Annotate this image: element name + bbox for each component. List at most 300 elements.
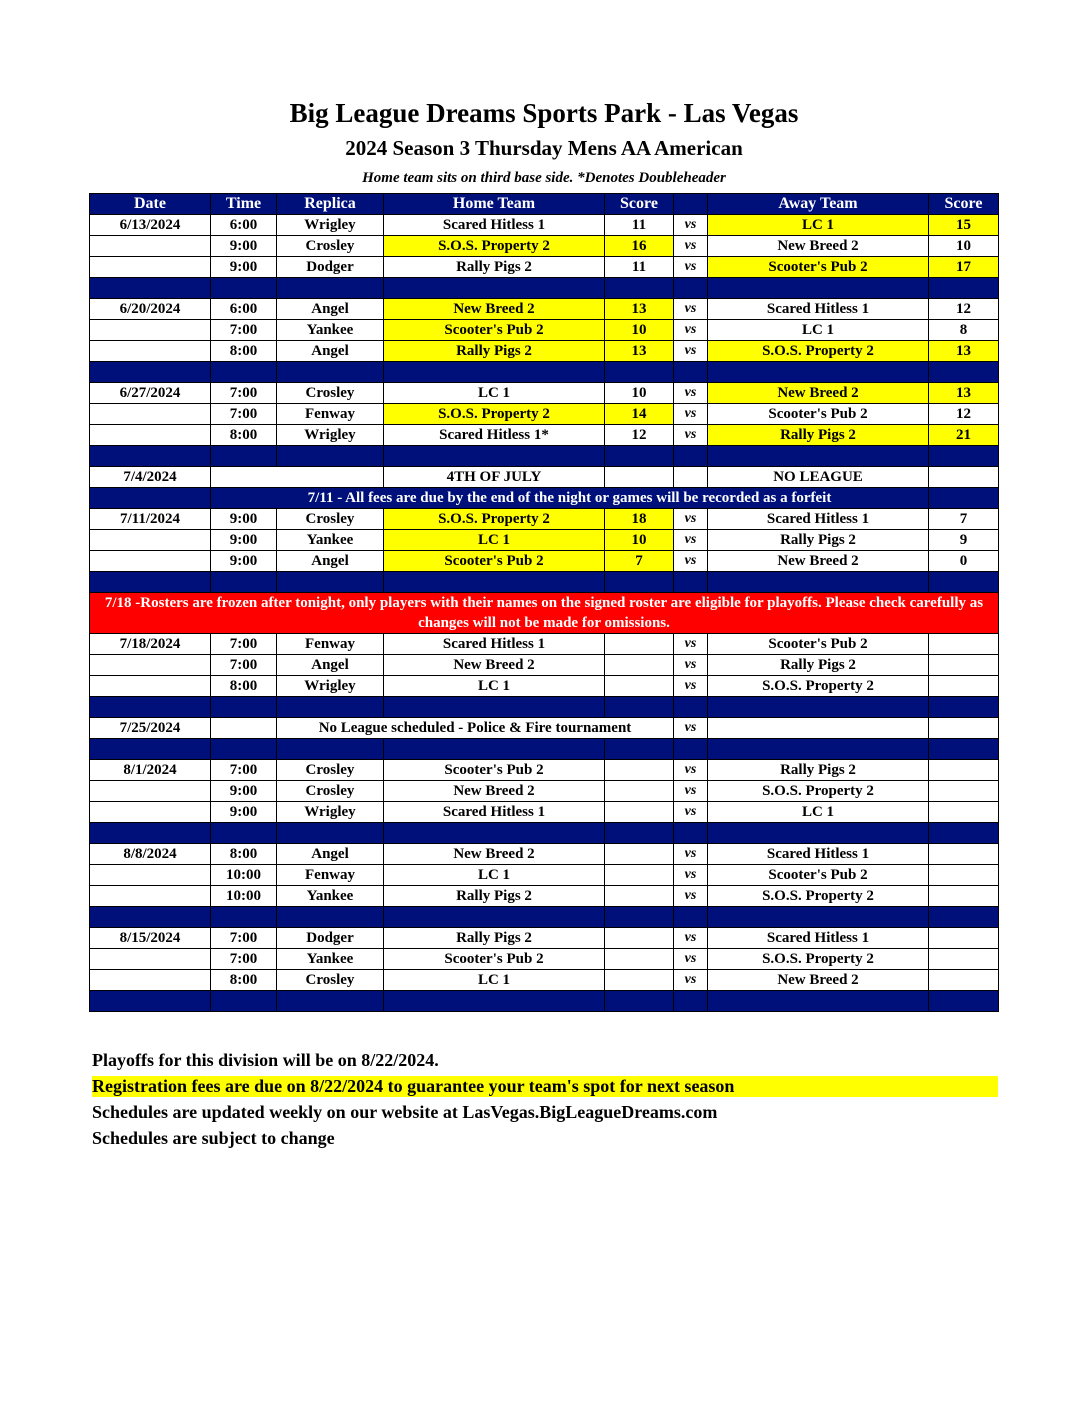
away-team: LC 1 (708, 320, 929, 341)
vs-label: vs (674, 425, 708, 446)
separator-cell (708, 446, 929, 467)
field-name: Yankee (277, 886, 384, 907)
game-time: 7:00 (211, 634, 277, 655)
away-team: New Breed 2 (708, 970, 929, 991)
game-time: 7:00 (211, 949, 277, 970)
game-time: 8:00 (211, 425, 277, 446)
separator-cell (277, 991, 384, 1012)
separator-row (90, 739, 999, 760)
game-row (90, 341, 999, 362)
separator-cell (277, 278, 384, 299)
game-time: 9:00 (211, 257, 277, 278)
header-time: Time (211, 194, 277, 215)
away-score: 7 (929, 509, 999, 530)
playoffs-note: Playoffs for this division will be on 8/22/2024. (92, 1050, 439, 1070)
notice-spacer (90, 488, 211, 509)
separator-row (90, 991, 999, 1012)
home-score: 12 (605, 425, 674, 446)
notice-text: 7/11 - All fees are due by the end of the night or games will be recorded as a forfeit (211, 488, 929, 509)
away-team: S.O.S. Property 2 (708, 676, 929, 697)
away-score (929, 970, 999, 991)
notice-row (90, 488, 999, 509)
vs-label: vs (674, 676, 708, 697)
game-row (90, 530, 999, 551)
separator-cell (708, 362, 929, 383)
away-team: Scared Hitless 1 (708, 844, 929, 865)
game-date (90, 257, 211, 278)
game-date (90, 970, 211, 991)
vs-label: vs (674, 236, 708, 257)
header-date: Date (90, 194, 211, 215)
game-date (90, 551, 211, 572)
game-time: 8:00 (211, 970, 277, 991)
home-team: LC 1 (384, 970, 605, 991)
notice-spacer (929, 488, 999, 509)
game-date: 6/13/2024 (90, 215, 211, 236)
separator-cell (929, 278, 999, 299)
home-team: S.O.S. Property 2 (384, 404, 605, 425)
away-team: S.O.S. Property 2 (708, 949, 929, 970)
field-name: Angel (277, 341, 384, 362)
game-row (90, 865, 999, 886)
home-team: LC 1 (384, 530, 605, 551)
away-score (929, 760, 999, 781)
home-score (605, 802, 674, 823)
away-team: Scared Hitless 1 (708, 509, 929, 530)
vs-label: vs (674, 257, 708, 278)
game-date: 8/15/2024 (90, 928, 211, 949)
website-note: Schedules are updated weekly on our website at LasVegas.BigLeagueDreams.com (92, 1102, 718, 1122)
separator-cell (929, 572, 999, 593)
game-date: 7/25/2024 (90, 718, 211, 739)
empty-cell (929, 467, 999, 488)
home-team: Scooter's Pub 2 (384, 320, 605, 341)
game-time: 7:00 (211, 404, 277, 425)
separator-cell (929, 907, 999, 928)
game-row (90, 970, 999, 991)
away-score: 15 (929, 215, 999, 236)
separator-cell (384, 739, 605, 760)
separator-cell (211, 907, 277, 928)
vs-label: vs (674, 844, 708, 865)
separator-cell (384, 278, 605, 299)
home-score (605, 634, 674, 655)
home-team: New Breed 2 (384, 781, 605, 802)
home-team: Rally Pigs 2 (384, 928, 605, 949)
separator-cell (384, 697, 605, 718)
separator-cell (708, 907, 929, 928)
game-time: 10:00 (211, 865, 277, 886)
separator-cell (708, 991, 929, 1012)
game-time: 9:00 (211, 802, 277, 823)
game-time: 9:00 (211, 530, 277, 551)
field-name: Yankee (277, 949, 384, 970)
separator-cell (384, 907, 605, 928)
game-time: 7:00 (211, 760, 277, 781)
away-team: Scared Hitless 1 (708, 928, 929, 949)
empty-cell (929, 718, 999, 739)
away-team: Rally Pigs 2 (708, 425, 929, 446)
game-time: 9:00 (211, 236, 277, 257)
field-name: Crosley (277, 236, 384, 257)
separator-cell (605, 907, 674, 928)
separator-cell (277, 907, 384, 928)
separator-cell (211, 278, 277, 299)
home-score: 18 (605, 509, 674, 530)
away-score: 9 (929, 530, 999, 551)
game-time: 9:00 (211, 509, 277, 530)
vs-label: vs (674, 404, 708, 425)
separator-cell (90, 446, 211, 467)
separator-row (90, 572, 999, 593)
empty-cell (605, 467, 674, 488)
field-name: Wrigley (277, 215, 384, 236)
home-team: New Breed 2 (384, 655, 605, 676)
holiday-row (90, 467, 999, 488)
home-team-note: Home team sits on third base side. *Denotes Doubleheader (362, 170, 726, 186)
vs-label: vs (674, 634, 708, 655)
home-score: 16 (605, 236, 674, 257)
home-team: Scared Hitless 1 (384, 215, 605, 236)
separator-cell (674, 697, 708, 718)
game-date: 6/20/2024 (90, 299, 211, 320)
game-date (90, 886, 211, 907)
game-date (90, 655, 211, 676)
home-score (605, 655, 674, 676)
roster-alert-row (90, 593, 999, 634)
away-score (929, 802, 999, 823)
game-row (90, 886, 999, 907)
field-name: Angel (277, 655, 384, 676)
field-name: Crosley (277, 509, 384, 530)
separator-cell (674, 823, 708, 844)
separator-cell (929, 697, 999, 718)
home-score: 10 (605, 530, 674, 551)
field-name: Crosley (277, 781, 384, 802)
separator-cell (211, 446, 277, 467)
away-team: S.O.S. Property 2 (708, 886, 929, 907)
vs-label: vs (674, 341, 708, 362)
game-date: 8/8/2024 (90, 844, 211, 865)
home-score: 14 (605, 404, 674, 425)
game-time: 7:00 (211, 655, 277, 676)
home-team: LC 1 (384, 383, 605, 404)
holiday-label: 4TH OF JULY (384, 467, 605, 488)
home-team: S.O.S. Property 2 (384, 509, 605, 530)
game-row (90, 551, 999, 572)
home-score: 10 (605, 320, 674, 341)
separator-cell (605, 739, 674, 760)
no-league-label: NO LEAGUE (708, 467, 929, 488)
away-team: LC 1 (708, 802, 929, 823)
home-score: 7 (605, 551, 674, 572)
vs-label: vs (674, 949, 708, 970)
vs-label: vs (674, 655, 708, 676)
home-team: New Breed 2 (384, 844, 605, 865)
field-name: Fenway (277, 865, 384, 886)
home-team: Rally Pigs 2 (384, 886, 605, 907)
vs-label: vs (674, 215, 708, 236)
header-replica: Replica (277, 194, 384, 215)
home-team: New Breed 2 (384, 299, 605, 320)
vs-label: vs (674, 970, 708, 991)
away-team: Scared Hitless 1 (708, 299, 929, 320)
game-row (90, 844, 999, 865)
page-title: Big League Dreams Sports Park - Las Vegas (289, 98, 799, 128)
empty-cell (708, 718, 929, 739)
home-score (605, 928, 674, 949)
away-score (929, 865, 999, 886)
game-date: 7/4/2024 (90, 467, 211, 488)
registration-note: Registration fees are due on 8/22/2024 to guarantee your team's spot for next season (92, 1076, 998, 1097)
separator-cell (708, 572, 929, 593)
home-team: Scared Hitless 1 (384, 634, 605, 655)
separator-cell (277, 446, 384, 467)
game-date (90, 865, 211, 886)
game-date (90, 802, 211, 823)
separator-row (90, 907, 999, 928)
separator-cell (605, 446, 674, 467)
separator-cell (90, 697, 211, 718)
separator-cell (384, 362, 605, 383)
game-time: 8:00 (211, 676, 277, 697)
separator-cell (929, 823, 999, 844)
away-score: 12 (929, 299, 999, 320)
away-team: New Breed 2 (708, 236, 929, 257)
away-team: Scooter's Pub 2 (708, 865, 929, 886)
separator-cell (90, 572, 211, 593)
vs-label: vs (674, 718, 708, 739)
field-name: Crosley (277, 760, 384, 781)
vs-label: vs (674, 530, 708, 551)
separator-cell (90, 991, 211, 1012)
away-team: Rally Pigs 2 (708, 655, 929, 676)
field-name: Wrigley (277, 425, 384, 446)
separator-cell (674, 907, 708, 928)
separator-cell (708, 697, 929, 718)
home-team: S.O.S. Property 2 (384, 236, 605, 257)
empty-cell (211, 467, 384, 488)
home-score: 11 (605, 215, 674, 236)
separator-cell (708, 278, 929, 299)
field-name: Fenway (277, 404, 384, 425)
away-score (929, 844, 999, 865)
field-name: Crosley (277, 970, 384, 991)
game-date (90, 425, 211, 446)
header-home-score: Score (605, 194, 674, 215)
game-row (90, 404, 999, 425)
home-team: Scared Hitless 1* (384, 425, 605, 446)
away-score: 21 (929, 425, 999, 446)
game-time: 6:00 (211, 215, 277, 236)
home-team: LC 1 (384, 676, 605, 697)
away-score (929, 928, 999, 949)
vs-label: vs (674, 760, 708, 781)
separator-cell (384, 991, 605, 1012)
separator-cell (277, 739, 384, 760)
game-date: 8/1/2024 (90, 760, 211, 781)
field-name: Dodger (277, 257, 384, 278)
game-date (90, 341, 211, 362)
separator-cell (605, 278, 674, 299)
home-score (605, 949, 674, 970)
away-team: Scooter's Pub 2 (708, 634, 929, 655)
home-team: Scooter's Pub 2 (384, 551, 605, 572)
separator-cell (674, 572, 708, 593)
separator-cell (929, 446, 999, 467)
game-row (90, 236, 999, 257)
game-date (90, 320, 211, 341)
separator-cell (211, 572, 277, 593)
vs-label: vs (674, 802, 708, 823)
game-row (90, 215, 999, 236)
away-score: 17 (929, 257, 999, 278)
away-score: 10 (929, 236, 999, 257)
separator-cell (605, 572, 674, 593)
alert-text: 7/18 -Rosters are frozen after tonight, only players with their names on the signed roster are eligible for playoffs. Please check carefully as changes will not be made for omissions. (90, 593, 999, 634)
home-score (605, 844, 674, 865)
away-score (929, 949, 999, 970)
separator-cell (90, 907, 211, 928)
home-score (605, 676, 674, 697)
vs-label: vs (674, 886, 708, 907)
separator-cell (605, 697, 674, 718)
home-score (605, 760, 674, 781)
field-name: Dodger (277, 928, 384, 949)
separator-cell (674, 362, 708, 383)
home-score (605, 865, 674, 886)
away-team: Scooter's Pub 2 (708, 404, 929, 425)
game-row (90, 928, 999, 949)
game-date: 6/27/2024 (90, 383, 211, 404)
field-name: Wrigley (277, 676, 384, 697)
no-league-text: No League scheduled - Police & Fire tournament (277, 718, 674, 739)
separator-cell (929, 739, 999, 760)
game-row (90, 949, 999, 970)
field-name: Fenway (277, 634, 384, 655)
away-team: New Breed 2 (708, 383, 929, 404)
away-score: 12 (929, 404, 999, 425)
vs-label: vs (674, 551, 708, 572)
game-row (90, 320, 999, 341)
field-name: Angel (277, 844, 384, 865)
separator-cell (211, 362, 277, 383)
game-date (90, 949, 211, 970)
no-league-row (90, 718, 999, 739)
vs-label: vs (674, 509, 708, 530)
vs-label: vs (674, 781, 708, 802)
vs-label: vs (674, 865, 708, 886)
away-score (929, 781, 999, 802)
game-time: 9:00 (211, 551, 277, 572)
separator-row (90, 823, 999, 844)
separator-row (90, 697, 999, 718)
separator-row (90, 278, 999, 299)
separator-cell (605, 823, 674, 844)
game-date: 7/18/2024 (90, 634, 211, 655)
home-score: 11 (605, 257, 674, 278)
away-score: 13 (929, 383, 999, 404)
away-team: Rally Pigs 2 (708, 760, 929, 781)
separator-cell (277, 823, 384, 844)
separator-cell (929, 991, 999, 1012)
separator-cell (277, 697, 384, 718)
separator-cell (384, 572, 605, 593)
separator-cell (674, 446, 708, 467)
game-row (90, 634, 999, 655)
separator-cell (211, 823, 277, 844)
home-score (605, 781, 674, 802)
schedule-table (89, 193, 999, 1012)
home-score: 13 (605, 299, 674, 320)
away-score (929, 886, 999, 907)
game-row (90, 781, 999, 802)
home-team: Scooter's Pub 2 (384, 760, 605, 781)
game-row (90, 676, 999, 697)
separator-cell (90, 739, 211, 760)
game-row (90, 760, 999, 781)
field-name: Crosley (277, 383, 384, 404)
separator-cell (211, 697, 277, 718)
home-team: Scooter's Pub 2 (384, 949, 605, 970)
empty-cell (211, 718, 277, 739)
game-date (90, 676, 211, 697)
header-row (90, 194, 999, 215)
separator-cell (605, 362, 674, 383)
away-team: S.O.S. Property 2 (708, 341, 929, 362)
schedule-body (90, 215, 999, 1012)
game-time: 6:00 (211, 299, 277, 320)
away-team: New Breed 2 (708, 551, 929, 572)
game-row (90, 509, 999, 530)
home-score (605, 970, 674, 991)
game-row (90, 425, 999, 446)
away-score: 13 (929, 341, 999, 362)
home-team: Scared Hitless 1 (384, 802, 605, 823)
separator-cell (605, 991, 674, 1012)
separator-cell (929, 362, 999, 383)
away-score (929, 655, 999, 676)
game-time: 10:00 (211, 886, 277, 907)
away-score: 8 (929, 320, 999, 341)
separator-cell (708, 739, 929, 760)
game-row (90, 257, 999, 278)
empty-cell (674, 467, 708, 488)
game-time: 7:00 (211, 383, 277, 404)
separator-cell (90, 823, 211, 844)
home-score: 13 (605, 341, 674, 362)
game-date: 7/11/2024 (90, 509, 211, 530)
game-row (90, 655, 999, 676)
separator-cell (384, 446, 605, 467)
field-name: Angel (277, 551, 384, 572)
game-row (90, 299, 999, 320)
game-date (90, 404, 211, 425)
game-row (90, 802, 999, 823)
separator-row (90, 362, 999, 383)
separator-cell (384, 823, 605, 844)
separator-cell (674, 991, 708, 1012)
header-home-team: Home Team (384, 194, 605, 215)
home-team: Rally Pigs 2 (384, 257, 605, 278)
away-team: LC 1 (708, 215, 929, 236)
away-score (929, 676, 999, 697)
separator-cell (674, 739, 708, 760)
away-team: S.O.S. Property 2 (708, 781, 929, 802)
vs-label: vs (674, 383, 708, 404)
home-team: LC 1 (384, 865, 605, 886)
game-date (90, 236, 211, 257)
